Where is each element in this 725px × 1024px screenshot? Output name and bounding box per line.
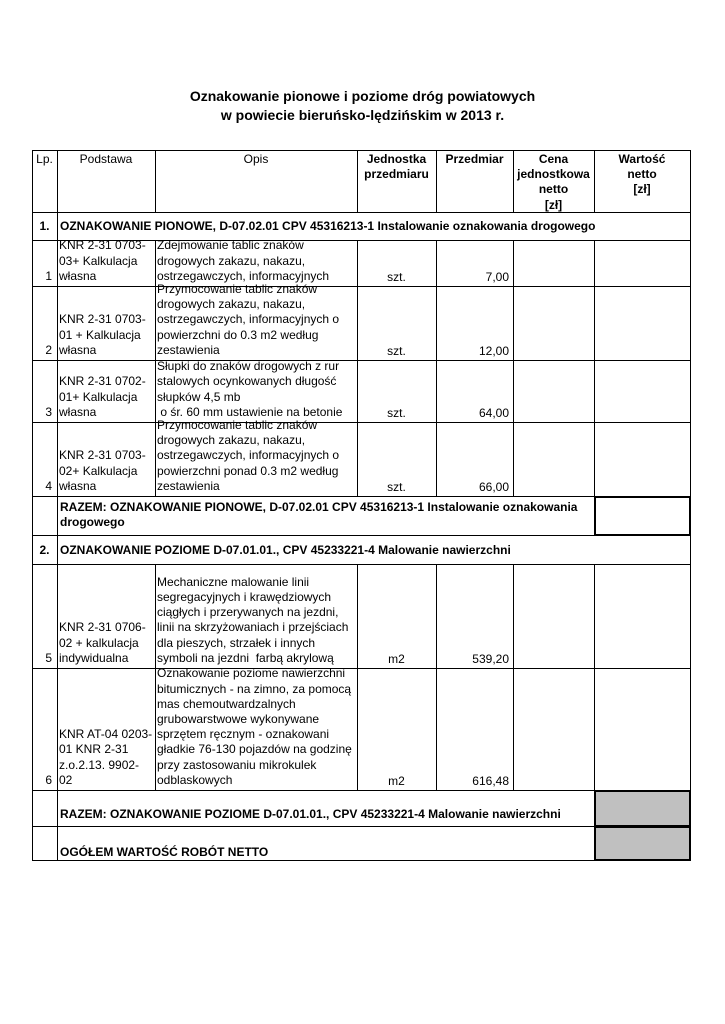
item-przedmiar	[436, 480, 509, 495]
item-podstawa	[59, 620, 155, 666]
item-podstawa	[59, 448, 155, 494]
section-total-label-line: RAZEM: OZNAKOWANIE POZIOME D-07.01.01., CPV 45233221-4 Malowanie nawierzchni	[60, 807, 561, 821]
item-lp	[32, 651, 52, 666]
item-opis-line: drogowych zakazu, nakazu,	[157, 253, 306, 268]
item-lp	[32, 405, 52, 420]
item-opis-line: ostrzegawczych, informacyjnych o	[157, 312, 340, 327]
item-opis-line: linii na skrzyżowaniach i przejściach	[157, 620, 349, 635]
section-heading-line: OZNAKOWANIE POZIOME D-07.01.01., CPV 45233221-4 Malowanie nawierzchni	[60, 543, 511, 557]
item-jednostka	[357, 406, 436, 421]
item-wartosc-empty	[595, 565, 690, 668]
item-lp-line: 4	[45, 478, 52, 493]
item-jednostka	[357, 344, 436, 359]
section-number	[32, 219, 57, 234]
item-jednostka-line: szt.	[387, 479, 406, 494]
grid-line	[57, 668, 58, 790]
item-opis-line: Przymocowanie tablic znaków	[157, 282, 318, 296]
item-cena-empty	[514, 241, 594, 286]
header-podstawa	[57, 152, 155, 167]
item-jednostka-line: szt.	[387, 405, 406, 420]
item-lp-line: 6	[45, 772, 52, 787]
grid-line	[32, 150, 691, 151]
item-opis-line: drogowych zakazu, nakazu,	[157, 433, 306, 448]
header-przedmiar	[436, 152, 513, 167]
grid-line	[155, 668, 156, 790]
item-podstawa-line: 01+ Kalkulacja	[59, 389, 138, 404]
item-lp-line: 2	[45, 342, 52, 357]
item-opis-line: ostrzegawczych, informacyjnych o	[157, 448, 340, 463]
header-lp-line: Lp.	[36, 152, 53, 166]
grand-total-label-line: OGÓŁEM WARTOŚĆ ROBÓT NETTO	[60, 845, 269, 859]
grid-line	[155, 422, 156, 496]
grid-line	[436, 668, 437, 790]
item-podstawa-line: własna	[59, 404, 97, 419]
item-przedmiar-line: 7,00	[485, 269, 509, 284]
grid-line	[57, 535, 58, 564]
grid-line	[155, 286, 156, 360]
item-jednostka-line: szt.	[387, 269, 406, 284]
item-jednostka	[357, 270, 436, 285]
item-opis-line: powierzchni ponad 0.3 m2 według	[157, 463, 339, 478]
item-wartosc-empty	[595, 241, 690, 286]
item-opis-line: ostrzegawczych, informacyjnych	[157, 268, 330, 283]
header-cena	[513, 152, 594, 213]
grid-line	[57, 422, 58, 496]
section-total-label	[60, 500, 593, 530]
header-jednostka-line: przedmiaru	[364, 167, 429, 182]
item-opis-line: stalowych ocynkowanych długość	[157, 374, 337, 389]
item-opis-line: Przymocowanie tablic znaków	[157, 418, 318, 432]
grid-line	[32, 212, 691, 213]
item-opis-line: dla pieszych, strzałek i innych	[157, 635, 316, 650]
section-total-label	[60, 807, 593, 822]
section-total-label-line: drogowego	[60, 515, 125, 530]
grid-line	[690, 422, 691, 496]
section-heading	[60, 219, 687, 234]
item-przedmiar	[436, 406, 509, 421]
grid-line	[32, 790, 33, 826]
item-opis-line: słupków 4,5 mb	[157, 389, 241, 404]
item-jednostka-line: szt.	[387, 343, 406, 358]
header-opis-line: Opis	[243, 152, 269, 166]
grid-line	[155, 240, 156, 286]
item-opis-line: segregacyjnych i krawędziowych	[157, 590, 332, 604]
item-opis-line: zestawienia	[157, 478, 220, 493]
item-jednostka-line: m2	[388, 773, 405, 788]
item-opis-line: symboli na jezdni farbą akrylową	[157, 650, 334, 665]
header-podstawa-line: Podstawa	[79, 152, 133, 166]
grid-line	[690, 564, 691, 668]
item-podstawa-line: KNR AT-04 0203-	[59, 727, 153, 742]
section-number-line: 2.	[39, 543, 50, 557]
item-wartosc-empty	[595, 423, 690, 496]
grid-line	[57, 564, 58, 668]
item-opis-line: odblaskowych	[157, 772, 233, 787]
item-wartosc-empty	[595, 361, 690, 422]
item-podstawa-line: 01 KNR 2-31	[59, 742, 129, 757]
item-opis	[157, 359, 357, 420]
header-jednostka	[357, 152, 436, 182]
grid-line	[690, 240, 691, 286]
grid-line	[57, 240, 58, 286]
item-jednostka	[357, 774, 436, 789]
item-opis-line: przy zastosowaniu mikrokulek	[157, 757, 317, 772]
item-podstawa-line: 02	[59, 772, 73, 787]
item-przedmiar-line: 64,00	[478, 405, 509, 420]
grid-line	[690, 286, 691, 360]
grid-line	[57, 826, 58, 860]
header-wartosc-line: netto	[627, 167, 657, 182]
section-number	[32, 543, 57, 558]
item-opis-line: Oznakowanie poziome nawierzchni	[157, 666, 346, 681]
item-podstawa	[59, 374, 155, 420]
item-cena-empty	[514, 361, 594, 422]
item-opis-line: ciągłych i przerywanych na jezdni,	[157, 605, 339, 620]
item-opis-line: bitumicznych - na zimno, za pomocą	[157, 681, 352, 696]
item-podstawa	[59, 312, 155, 358]
item-wartosc-empty	[595, 669, 690, 790]
header-cena-line: netto	[538, 182, 569, 197]
item-podstawa-line: KNR 2-31 0706-	[59, 620, 146, 635]
grid-line	[155, 564, 156, 668]
item-podstawa-line: własna	[59, 268, 97, 283]
header-cena-line: Cena	[538, 152, 569, 166]
item-podstawa-line: indywidualna	[59, 650, 129, 665]
grid-line	[357, 668, 358, 790]
item-opis-line: zestawienia	[157, 342, 220, 357]
item-opis	[157, 282, 357, 358]
header-przedmiar-line: Przedmiar	[445, 152, 504, 166]
item-lp-line: 5	[45, 650, 52, 665]
item-przedmiar	[436, 774, 509, 789]
item-podstawa-line: 01 + Kalkulacja	[59, 327, 141, 342]
section-heading-line: OZNAKOWANIE PIONOWE, D-07.02.01 CPV 45316213-1 Instalowanie oznakowania drogowego	[60, 219, 596, 233]
grid-line	[32, 790, 691, 791]
grid-line	[690, 535, 691, 564]
item-opis-line: Słupki do znaków drogowych z rur	[157, 359, 340, 374]
item-opis-line: mas chemoutwardzalnych	[157, 696, 296, 711]
grid-line	[57, 360, 58, 422]
header-wartosc-line: Wartość	[618, 152, 666, 166]
item-jednostka-line: m2	[388, 651, 405, 666]
item-cena-empty	[514, 423, 594, 496]
item-podstawa	[59, 238, 155, 284]
item-podstawa	[59, 727, 155, 788]
item-przedmiar-line: 616,48	[472, 773, 509, 788]
grid-line	[690, 150, 691, 212]
item-opis-line: gładkie 76-130 pojazdów na godzinę	[157, 742, 352, 757]
header-cena-line: jednostkowa	[517, 167, 590, 182]
item-przedmiar-line: 66,00	[478, 479, 509, 494]
item-opis	[157, 666, 357, 788]
item-jednostka	[357, 652, 436, 667]
grid-line	[57, 496, 58, 535]
section-total-value	[594, 790, 691, 827]
grid-line	[155, 360, 156, 422]
item-podstawa-line: KNR 2-31 0703-	[59, 448, 146, 463]
item-przedmiar	[436, 652, 509, 667]
item-opis-line: drogowych zakazu, nakazu,	[157, 297, 306, 312]
grid-line	[690, 360, 691, 422]
header-wartosc	[594, 152, 690, 198]
item-wartosc-empty	[595, 287, 690, 360]
item-opis-line: Mechaniczne malowanie linii	[157, 574, 310, 589]
title-line-1: Oznakowanie pionowe i poziome dróg powiatowych	[189, 88, 536, 104]
item-cena-empty	[514, 565, 594, 668]
grid-line	[57, 212, 58, 240]
item-opis-line: o śr. 60 mm ustawienie na betonie	[157, 404, 343, 419]
title-line-2: w powiecie bieruńsko-lędzińskim w 2013 r.	[220, 107, 505, 123]
item-opis-line: powierzchni do 0.3 m2 według	[157, 327, 319, 342]
item-cena-empty	[514, 669, 594, 790]
item-lp	[32, 773, 52, 788]
item-przedmiar	[436, 270, 509, 285]
section-total-value	[594, 496, 691, 536]
grid-line	[32, 496, 691, 497]
grand-total-value	[594, 826, 691, 861]
grid-line	[32, 826, 33, 860]
item-podstawa-line: własna	[59, 478, 97, 493]
item-cena-empty	[514, 287, 594, 360]
section-number-line: 1.	[39, 219, 50, 233]
item-lp-line: 1	[45, 268, 52, 283]
item-przedmiar	[436, 344, 509, 359]
header-lp	[32, 152, 57, 167]
item-lp	[32, 269, 52, 284]
grid-line	[690, 212, 691, 240]
header-opis	[155, 152, 357, 167]
item-podstawa-line: 02 + kalkulacja	[59, 635, 139, 650]
item-przedmiar-line: 539,20	[472, 651, 509, 666]
item-podstawa-line: z.o.2.13. 9902-	[59, 757, 140, 772]
item-opis	[157, 575, 357, 666]
item-opis-line: grubowarstwowe wykonywane	[157, 712, 320, 726]
item-opis-line: sprzętem ręcznym - oznakowani	[157, 727, 330, 742]
grand-total-label	[60, 845, 593, 860]
grid-line	[32, 826, 691, 827]
item-lp	[32, 343, 52, 358]
item-podstawa-line: 02+ Kalkulacja	[59, 463, 138, 478]
header-wartosc-line: [zł]	[633, 182, 651, 197]
item-opis	[157, 238, 357, 284]
grid-line	[32, 496, 33, 535]
item-jednostka	[357, 480, 436, 495]
section-total-label-line: RAZEM: OZNAKOWANIE PIONOWE, D-07.02.01 CPV 45316213-1 Instalowanie oznakowania	[60, 500, 578, 514]
item-podstawa-line: własna	[59, 342, 97, 357]
document-title	[0, 87, 725, 125]
grid-line	[32, 535, 691, 536]
grid-line	[57, 790, 58, 826]
grid-line	[32, 668, 33, 790]
item-opis	[157, 418, 357, 494]
item-lp	[32, 479, 52, 494]
item-lp-line: 3	[45, 404, 52, 419]
section-heading	[60, 543, 687, 558]
header-cena-line: [zł]	[544, 197, 563, 212]
item-podstawa-line: 03+ Kalkulacja	[59, 253, 138, 268]
grid-line	[690, 668, 691, 790]
item-podstawa-line: KNR 2-31 0702-	[59, 374, 146, 389]
item-przedmiar-line: 12,00	[478, 343, 509, 358]
item-opis-line: Zdejmowanie tablic znaków	[157, 238, 304, 253]
grid-line	[57, 286, 58, 360]
item-podstawa-line: KNR 2-31 0703-	[59, 238, 146, 253]
item-podstawa-line: KNR 2-31 0703-	[59, 312, 146, 327]
header-jednostka-line: Jednostka	[366, 152, 427, 166]
